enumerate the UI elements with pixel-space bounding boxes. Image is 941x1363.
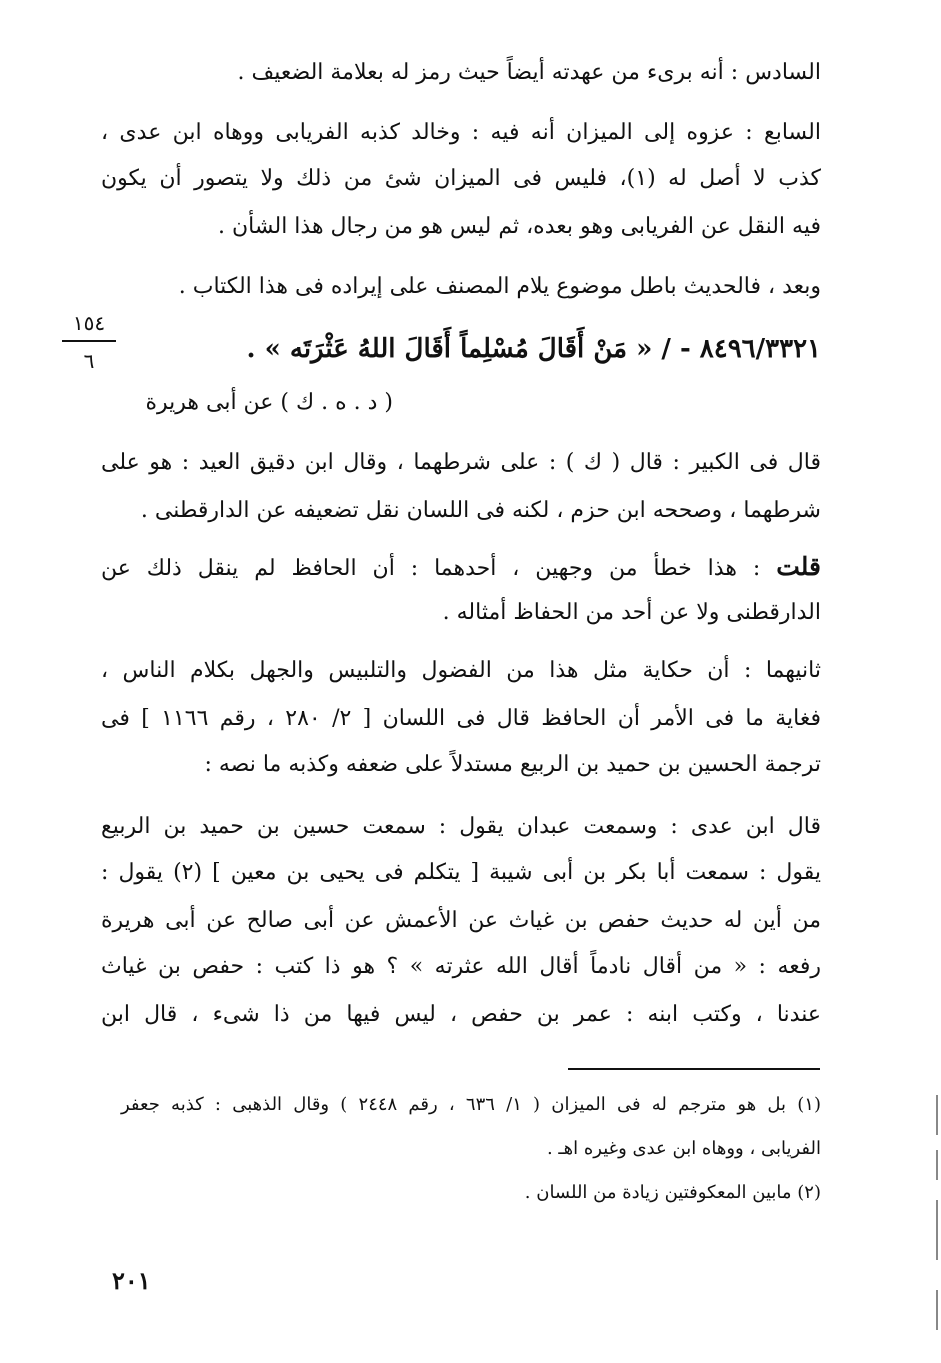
body-line-11: ترجمة الحسين بن حميد بن الربيع مستدلاً على ضعفه وكذبه ما نصه : [204, 752, 821, 777]
scan-edge-mark [936, 1150, 938, 1180]
footnote-2: (٢) مابين المعكوفتين زيادة من اللسان . [524, 1182, 821, 1203]
margin-page-bottom: ٦ [83, 349, 95, 373]
body-line-8: الدارقطنى ولا عن أحد من الحفاظ أمثاله . [442, 600, 821, 625]
body-line-12: قال ابن عدى : وسمعت عبدان يقول : سمعت حسين بن حميد بن الربيع [101, 814, 821, 839]
body-line-1: السادس : أنه برىء من عهدته أيضاً حيث رمز له بعلامة الضعيف . [237, 60, 821, 85]
footnote-1-line-2: الفريابى ، ووهاه ابن عدى وغيره اهـ . [546, 1138, 821, 1159]
page-number: ٢٠١ [112, 1266, 151, 1295]
body-line-14: من أين له حديث حفص بن غياث عن الأعمش عن أبى صالح عن أبى هريرة [101, 908, 821, 933]
body-line-3: كذب لا أصل له (١)، فليس فى الميزان شئ من ذلك ولا يتصور أن يكون [101, 166, 821, 191]
qult-line-text: : هذا خطأ من وجهين ، أحدهما : أن الحافظ لم ينقل ذلك عن [101, 556, 761, 581]
body-line-15: رفعه : « من أقال نادماً أقال الله عثرته » ؟ هو ذا كتب : حفص بن غياث [101, 954, 821, 979]
body-line-2: السابع : عزوه إلى الميزان أنه فيه : وخالد كذبه الفريابى ووهاه ابن عدى ، [101, 120, 821, 145]
qult-line [101, 552, 821, 584]
scan-edge-mark [936, 1200, 938, 1260]
scan-edge-mark [936, 1290, 938, 1330]
footnote-divider [568, 1068, 820, 1070]
hadith-source: ( د . ه . ك ) عن أبى هريرة [145, 390, 393, 415]
body-line-6: قال فى الكبير : قال ( ك ) : على شرطهما ، وقال ابن دقيق العيد : هو على [101, 450, 821, 475]
body-line-9: ثانيهما : أن حكاية مثل هذا من الفضول والتلبيس والجهل بكلام الناس ، [101, 658, 821, 683]
body-line-7: شرطهما ، وصححه ابن حزم ، لكنه فى اللسان نقل تضعيفه عن الدارقطنى . [140, 498, 821, 523]
qult-heading: قلت [776, 552, 821, 581]
body-line-5: وبعد ، فالحديث باطل موضوع يلام المصنف على إيراده فى هذا الكتاب . [178, 274, 821, 299]
body-line-16: عندنا ، وكتب ابنه : عمر بن حفص ، ليس فيها من ذا شىء ، قال ابن [101, 1002, 821, 1027]
margin-page-top: ١٥٤ [72, 311, 106, 335]
body-line-13: يقول : سمعت أبا بكر بن أبى شيبة [ يتكلم فى يحيى بن معين ] (٢) يقول : [101, 860, 821, 885]
body-line-10: فغاية ما فى الأمر أن الحافظ قال فى اللسان [ ٢/ ٢٨٠ ، رقم ١١٦٦ ] فى [101, 706, 821, 731]
footnote-1-line-1: (١) بل هو مترجم له فى الميزان ( ١/ ٦٣٦ ، رقم ٢٤٤٨ ) وقال الذهبى : كذبه جعفر [121, 1094, 821, 1115]
hadith-text: ٨٤٩٦/٣٣٢١ - / « مَنْ أَقَالَ مُسْلِماً أَقَالَ اللهُ عَثْرَتَه » . [246, 334, 821, 364]
body-line-4: فيه النقل عن الفريابى وهو بعده، ثم ليس هو من رجال هذا الشأن . [218, 214, 821, 239]
scan-edge-mark [936, 1095, 938, 1135]
